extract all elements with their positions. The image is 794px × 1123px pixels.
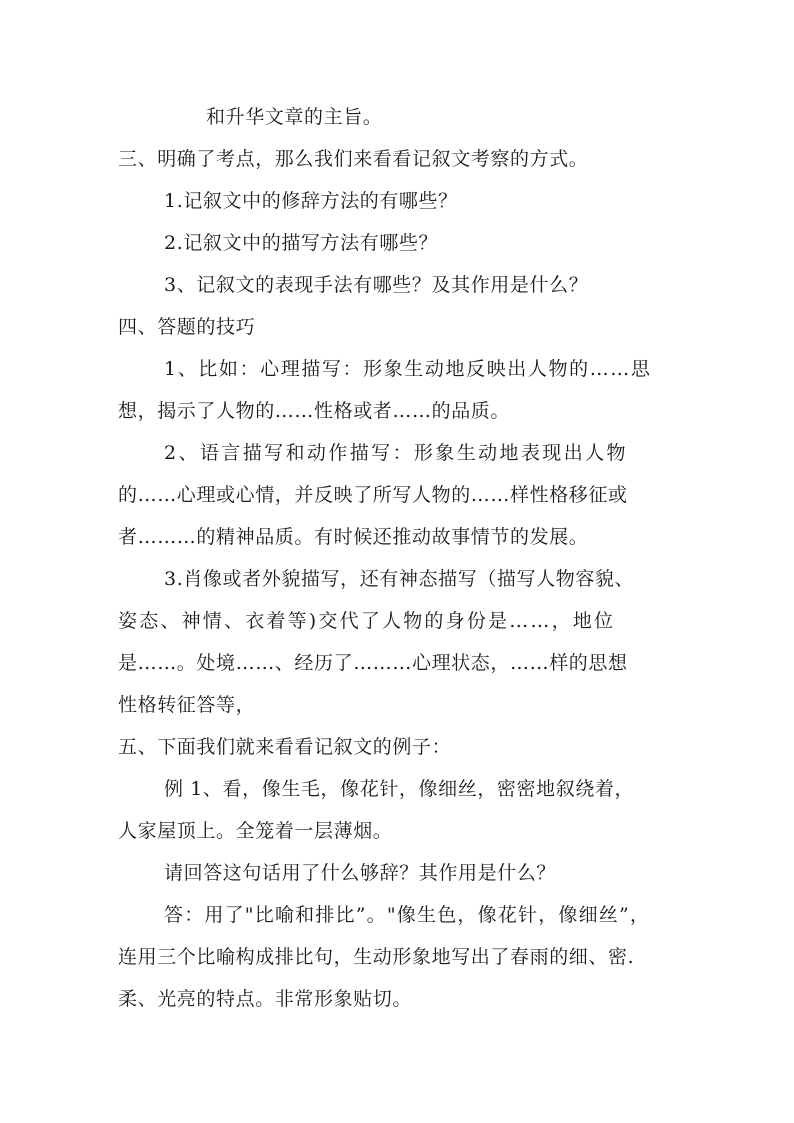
text-line-20: 答：用了"比喻和排比”。"像生色，像花针，像细丝”， [164,904,651,926]
text-line-12: 3.肖像或者外貌描写，还有神态描写（描写人物容貌、 [164,568,635,590]
text-line-10: 的……心理或心情，并反映了所写人物的……样性格移征或 [118,484,628,506]
text-line-16: 五、下面我们就来看看记叙文的例子： [118,736,452,758]
text-line-13: 姿态、神情、衣着等)交代了人物的身份是……，地位 [118,610,616,632]
text-line-14: 是……。处境……、经历了………心理状态，……样的思想 [118,652,628,674]
text-line-21: 连用三个比喻构成排比句，生动形象地写出了春雨的细、密. [118,946,635,968]
text-line-22: 柔、光亮的特点。非常形象贴切。 [118,988,413,1010]
text-line-19: 请回答这句话用了什么够辞？其作用是什么？ [164,862,557,884]
text-line-4: 2.记叙文中的描写方法有哪些？ [164,232,439,254]
text-line-18: 人家屋顶上。全笼着一层薄烟。 [118,820,393,842]
text-line-2: 三、明确了考点，那么我们来看看记叙文考察的方式。 [118,148,589,170]
text-line-6: 四、答题的技巧 [118,316,256,338]
text-line-11: 者………的精神品质。有时候还推动故事情节的发展。 [118,526,589,548]
text-line-8: 想，揭示了人物的……性格或者……的品质。 [118,400,511,422]
text-line-15: 性格转征答等， [118,694,256,716]
text-line-5: 3、记叙文的表现手法有哪些？及其作用是什么？ [164,274,589,296]
text-line-9: 2、语言描写和动作描写：形象生动地表现出人物 [164,442,628,464]
text-line-17: 例 1、看，像生毛，像花针，像细丝，密密地叙绕着， [164,778,635,800]
text-line-1: 和升华文章的主旨。 [206,106,383,128]
text-line-3: 1.记叙文中的修辞方法的有哪些？ [164,190,458,212]
text-line-7: 1、比如：心理描写：形象生动地反映出人物的……思 [164,358,652,380]
